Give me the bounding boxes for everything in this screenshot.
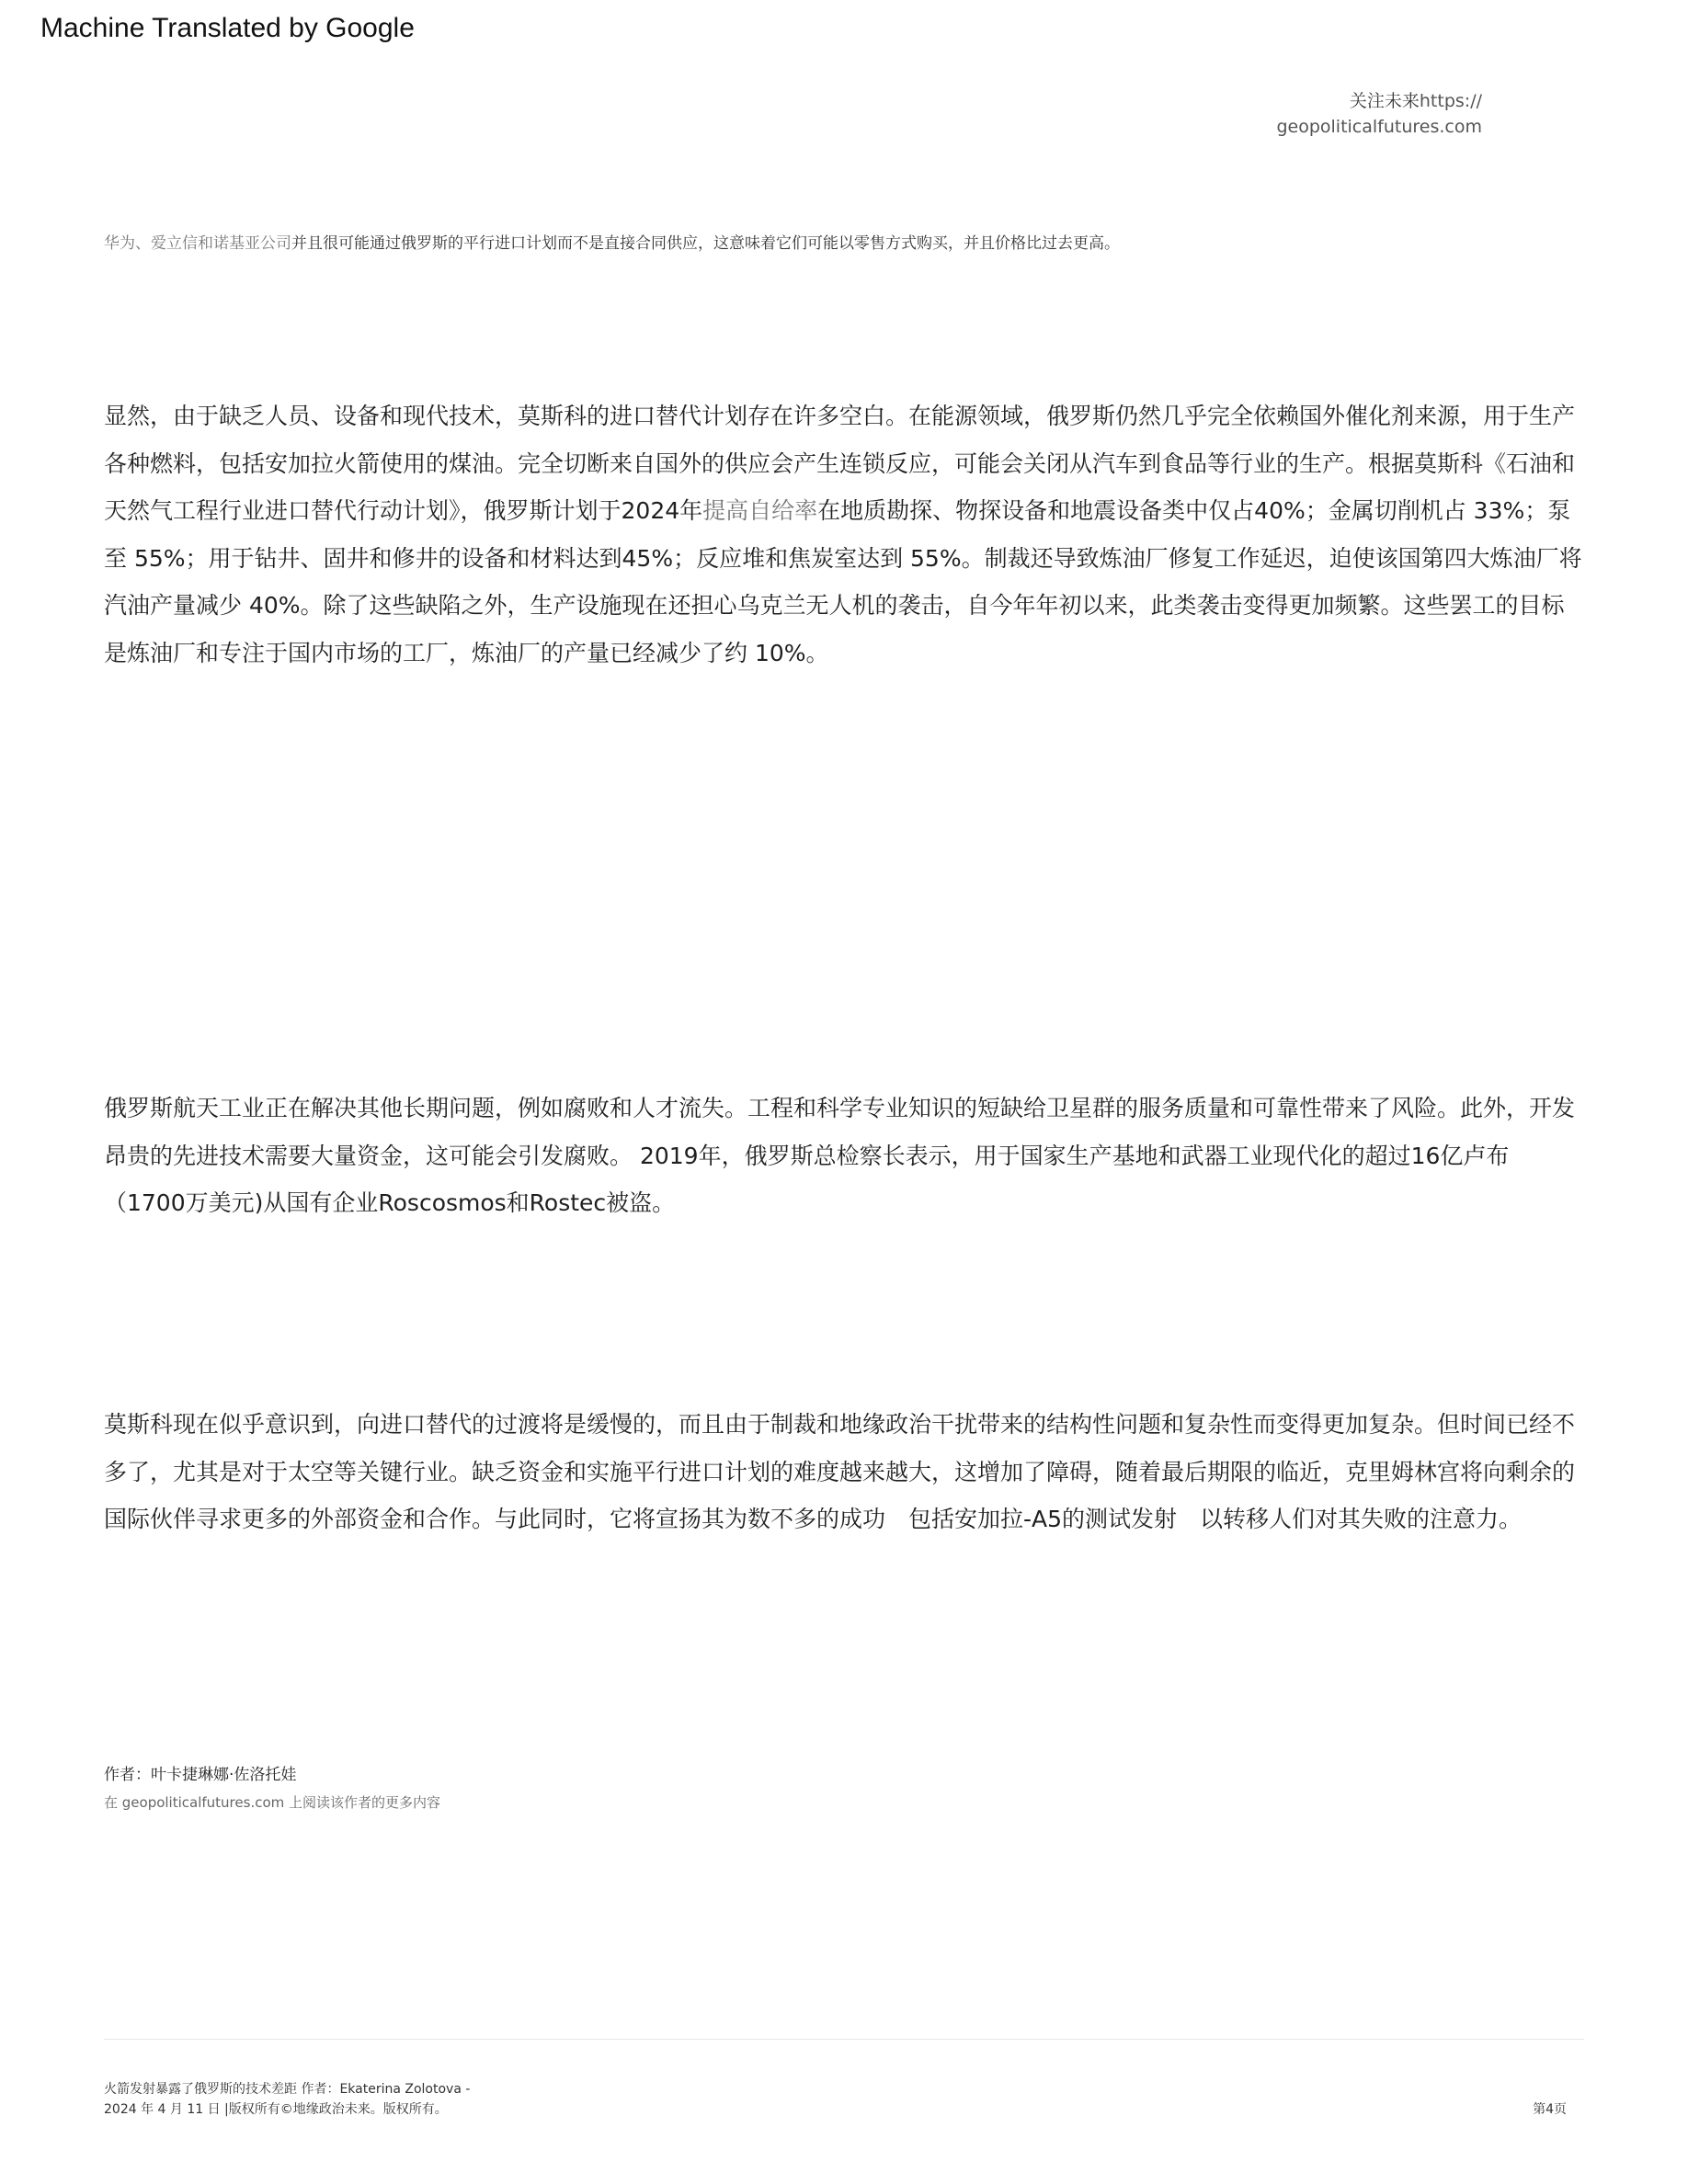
author-more-link[interactable]: 在 geopoliticalfutures.com 上阅读该作者的更多内容 [104, 1794, 441, 1811]
footer-citation [104, 2079, 582, 2120]
intro-link[interactable]: 华为、爱立信和诺基亚公司 [104, 234, 291, 253]
body-paragraph-3: 莫斯科现在似乎意识到，向进口替代的过渡将是缓慢的，而且由于制裁和地缘政治干扰带来的结构性问题和复杂性而变得更加复杂。但时间已经不多了，尤其是对于太空等关键行业。缺乏资金和实施平行进口计划的难度越来越大，这增加了障碍，随着最后期限的临近，克里姆林宫将向剩余的国际伙伴寻求更多的外部资金和合作。与此同时，它将宣扬其为数不多的成功 包括安加拉-A5的测试发射 以转移人们对其失败的注意力。 [104, 1411, 1576, 1532]
follow-domain: geopoliticalfutures.com [1276, 117, 1482, 137]
author-byline: 作者：叶卡捷琳娜·佐洛托娃 [104, 1766, 297, 1784]
body-paragraph-2: 俄罗斯航天工业正在解决其他长期问题，例如腐败和人才流失。工程和科学专业知识的短缺给卫星群的服务质量和可靠性带来了风险。此外，开发昂贵的先进技术需要大量资金，这可能会引发腐败。 2019年，俄罗斯总检察长表示，用于国家生产基地和武器工业现代化的超过16亿卢布（1700万美元)从国有企业Roscosmos和Rostec被盗。 [104, 1095, 1576, 1216]
paragraph1-part1: 显然，由于缺乏人员、设备和现代技术，莫斯科的进口替代计划存在许多空白。在能源领域，俄罗斯仍然几乎完全依赖国外催化剂来源，用于生产各种燃料，包括安加拉火箭使用的煤油。完全切断来自国外的供应会产生连锁反应，可能会关闭从汽车到食品等行业的生产。根据莫斯科《石油和天然气工程行业进口替代行动计划》，俄罗斯计划于2024年 [104, 403, 1576, 524]
footer-divider [104, 2039, 1584, 2040]
intro-paragraph [104, 232, 1593, 256]
intro-text: 并且很可能通过俄罗斯的平行进口计划而不是直接合同供应，这意味着它们可能以零售方式购买，并且价格比过去更高。 [291, 234, 1120, 253]
machine-translation-banner: Machine Translated by Google [40, 13, 415, 43]
paragraph1-part2: 在地质勘探、物探设备和地震设备类中仅占40%；金属切削机占 33%；泵至 55%；用于钻井、固井和修井的设备和材料达到45%；反应堆和焦炭室达到 55%。制裁还导致炼油厂修复工作延迟，迫使该国第四大炼油厂将汽油产量减少 40%。除了这些缺陷之外，生产设施现在还担心乌克兰无人机的袭击，自今年年初以来，此类袭击变得更加频繁。这些罢工的目标是炼油厂和专注于国内市场的工厂，炼油厂的产量已经减少了约 10%。 [104, 497, 1582, 666]
follow-link[interactable] [1206, 88, 1482, 140]
self-sufficiency-link[interactable]: 提高自给率 [702, 497, 818, 524]
page-number: 第4页 [1533, 2102, 1567, 2117]
footer-line-2: 2024 年 4 月 11 日 |版权所有©地缘政治未来。版权所有。 [104, 2102, 448, 2117]
footer-line-1: 火箭发射暴露了俄罗斯的技术差距 作者：Ekaterina Zolotova - [104, 2082, 471, 2097]
body-paragraph-1 [104, 392, 1584, 677]
follow-url-prefix: https:// [1419, 91, 1482, 111]
follow-label: 关注未来 [1349, 91, 1420, 111]
